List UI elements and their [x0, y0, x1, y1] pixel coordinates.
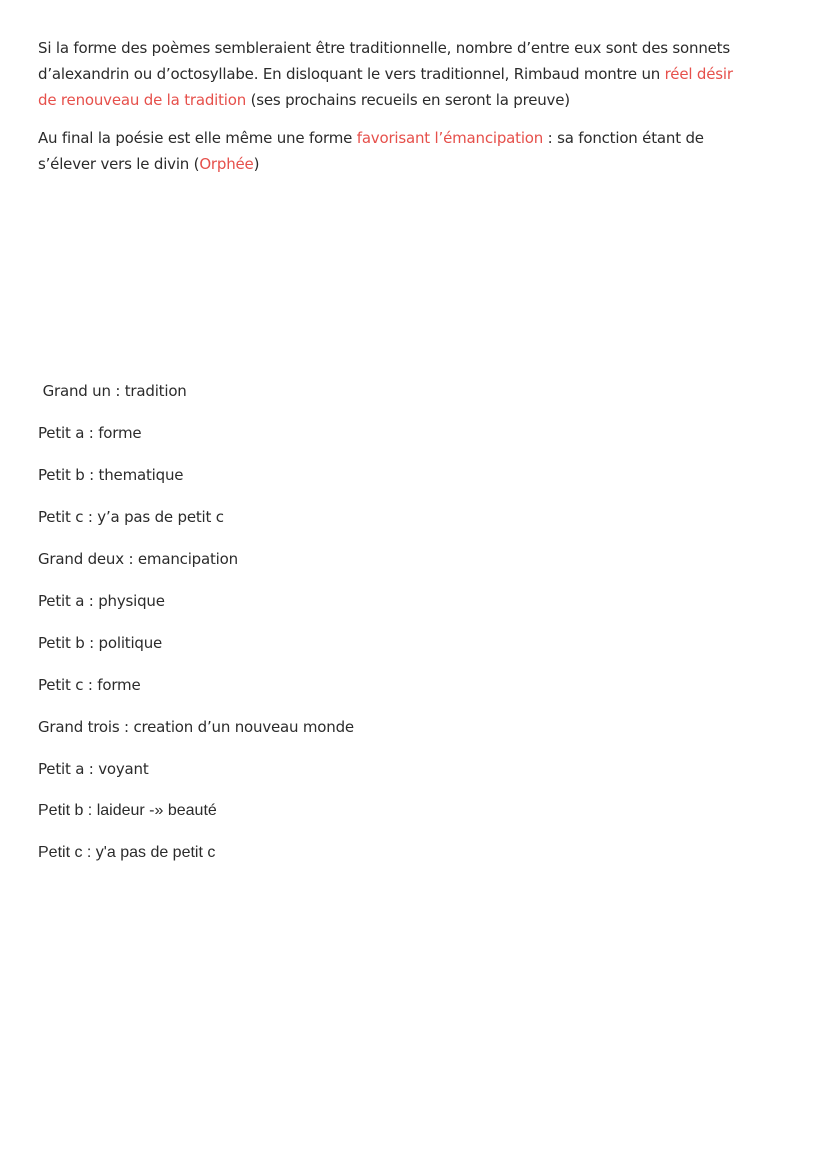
- outline-item: Grand trois : creation d’un nouveau monde: [38, 718, 354, 736]
- body-text: s’élever vers le divin (: [38, 155, 200, 173]
- body-text: (ses prochains recueils en seront la preuve): [246, 91, 570, 109]
- paragraphs: [38, 35, 788, 177]
- paragraph-line: [38, 151, 788, 177]
- highlighted-text: de renouveau de la tradition: [38, 91, 247, 109]
- outline-item: Petit c : y'a pas de petit c: [38, 844, 216, 861]
- body-text: Si la forme des poèmes sembleraient être traditionnelle, nombre d’entre eux sont des sonnets: [38, 39, 730, 57]
- outline-item: Petit a : voyant: [38, 760, 149, 778]
- paragraph-1: [38, 35, 788, 113]
- body-text: : sa fonction étant de: [543, 129, 704, 147]
- highlighted-text: favorisant l’émancipation: [356, 129, 544, 147]
- highlighted-text: Orphée: [199, 155, 254, 173]
- paragraph-line: [38, 87, 788, 113]
- outline-item: Petit b : politique: [38, 634, 163, 652]
- paragraph-2: [38, 125, 788, 177]
- outline-item: Petit a : forme: [38, 424, 142, 442]
- body-text: ): [253, 155, 260, 173]
- outline-item: Petit b : laideur -» beauté: [38, 802, 217, 819]
- outline-item: Petit a : physique: [38, 592, 165, 610]
- paragraph-line: [38, 61, 788, 87]
- vertical-gap: [38, 189, 788, 378]
- body-text: d’alexandrin ou d’octosyllabe. En disloquant le vers traditionnel, Rimbaud montre un: [38, 65, 665, 83]
- body-text: Au final la poésie est elle même une forme: [38, 129, 357, 147]
- paragraph-line: [38, 35, 788, 61]
- outline-item: Petit c : y’a pas de petit c: [38, 508, 224, 526]
- outline-list: [38, 378, 788, 866]
- highlighted-text: réel désir: [664, 65, 733, 83]
- outline-item: Petit b : thematique: [38, 466, 184, 484]
- outline-item: Petit c : forme: [38, 676, 141, 694]
- outline-item: Grand un : tradition: [38, 382, 187, 400]
- paragraph-line: [38, 125, 788, 151]
- outline-item: Grand deux : emancipation: [38, 550, 238, 568]
